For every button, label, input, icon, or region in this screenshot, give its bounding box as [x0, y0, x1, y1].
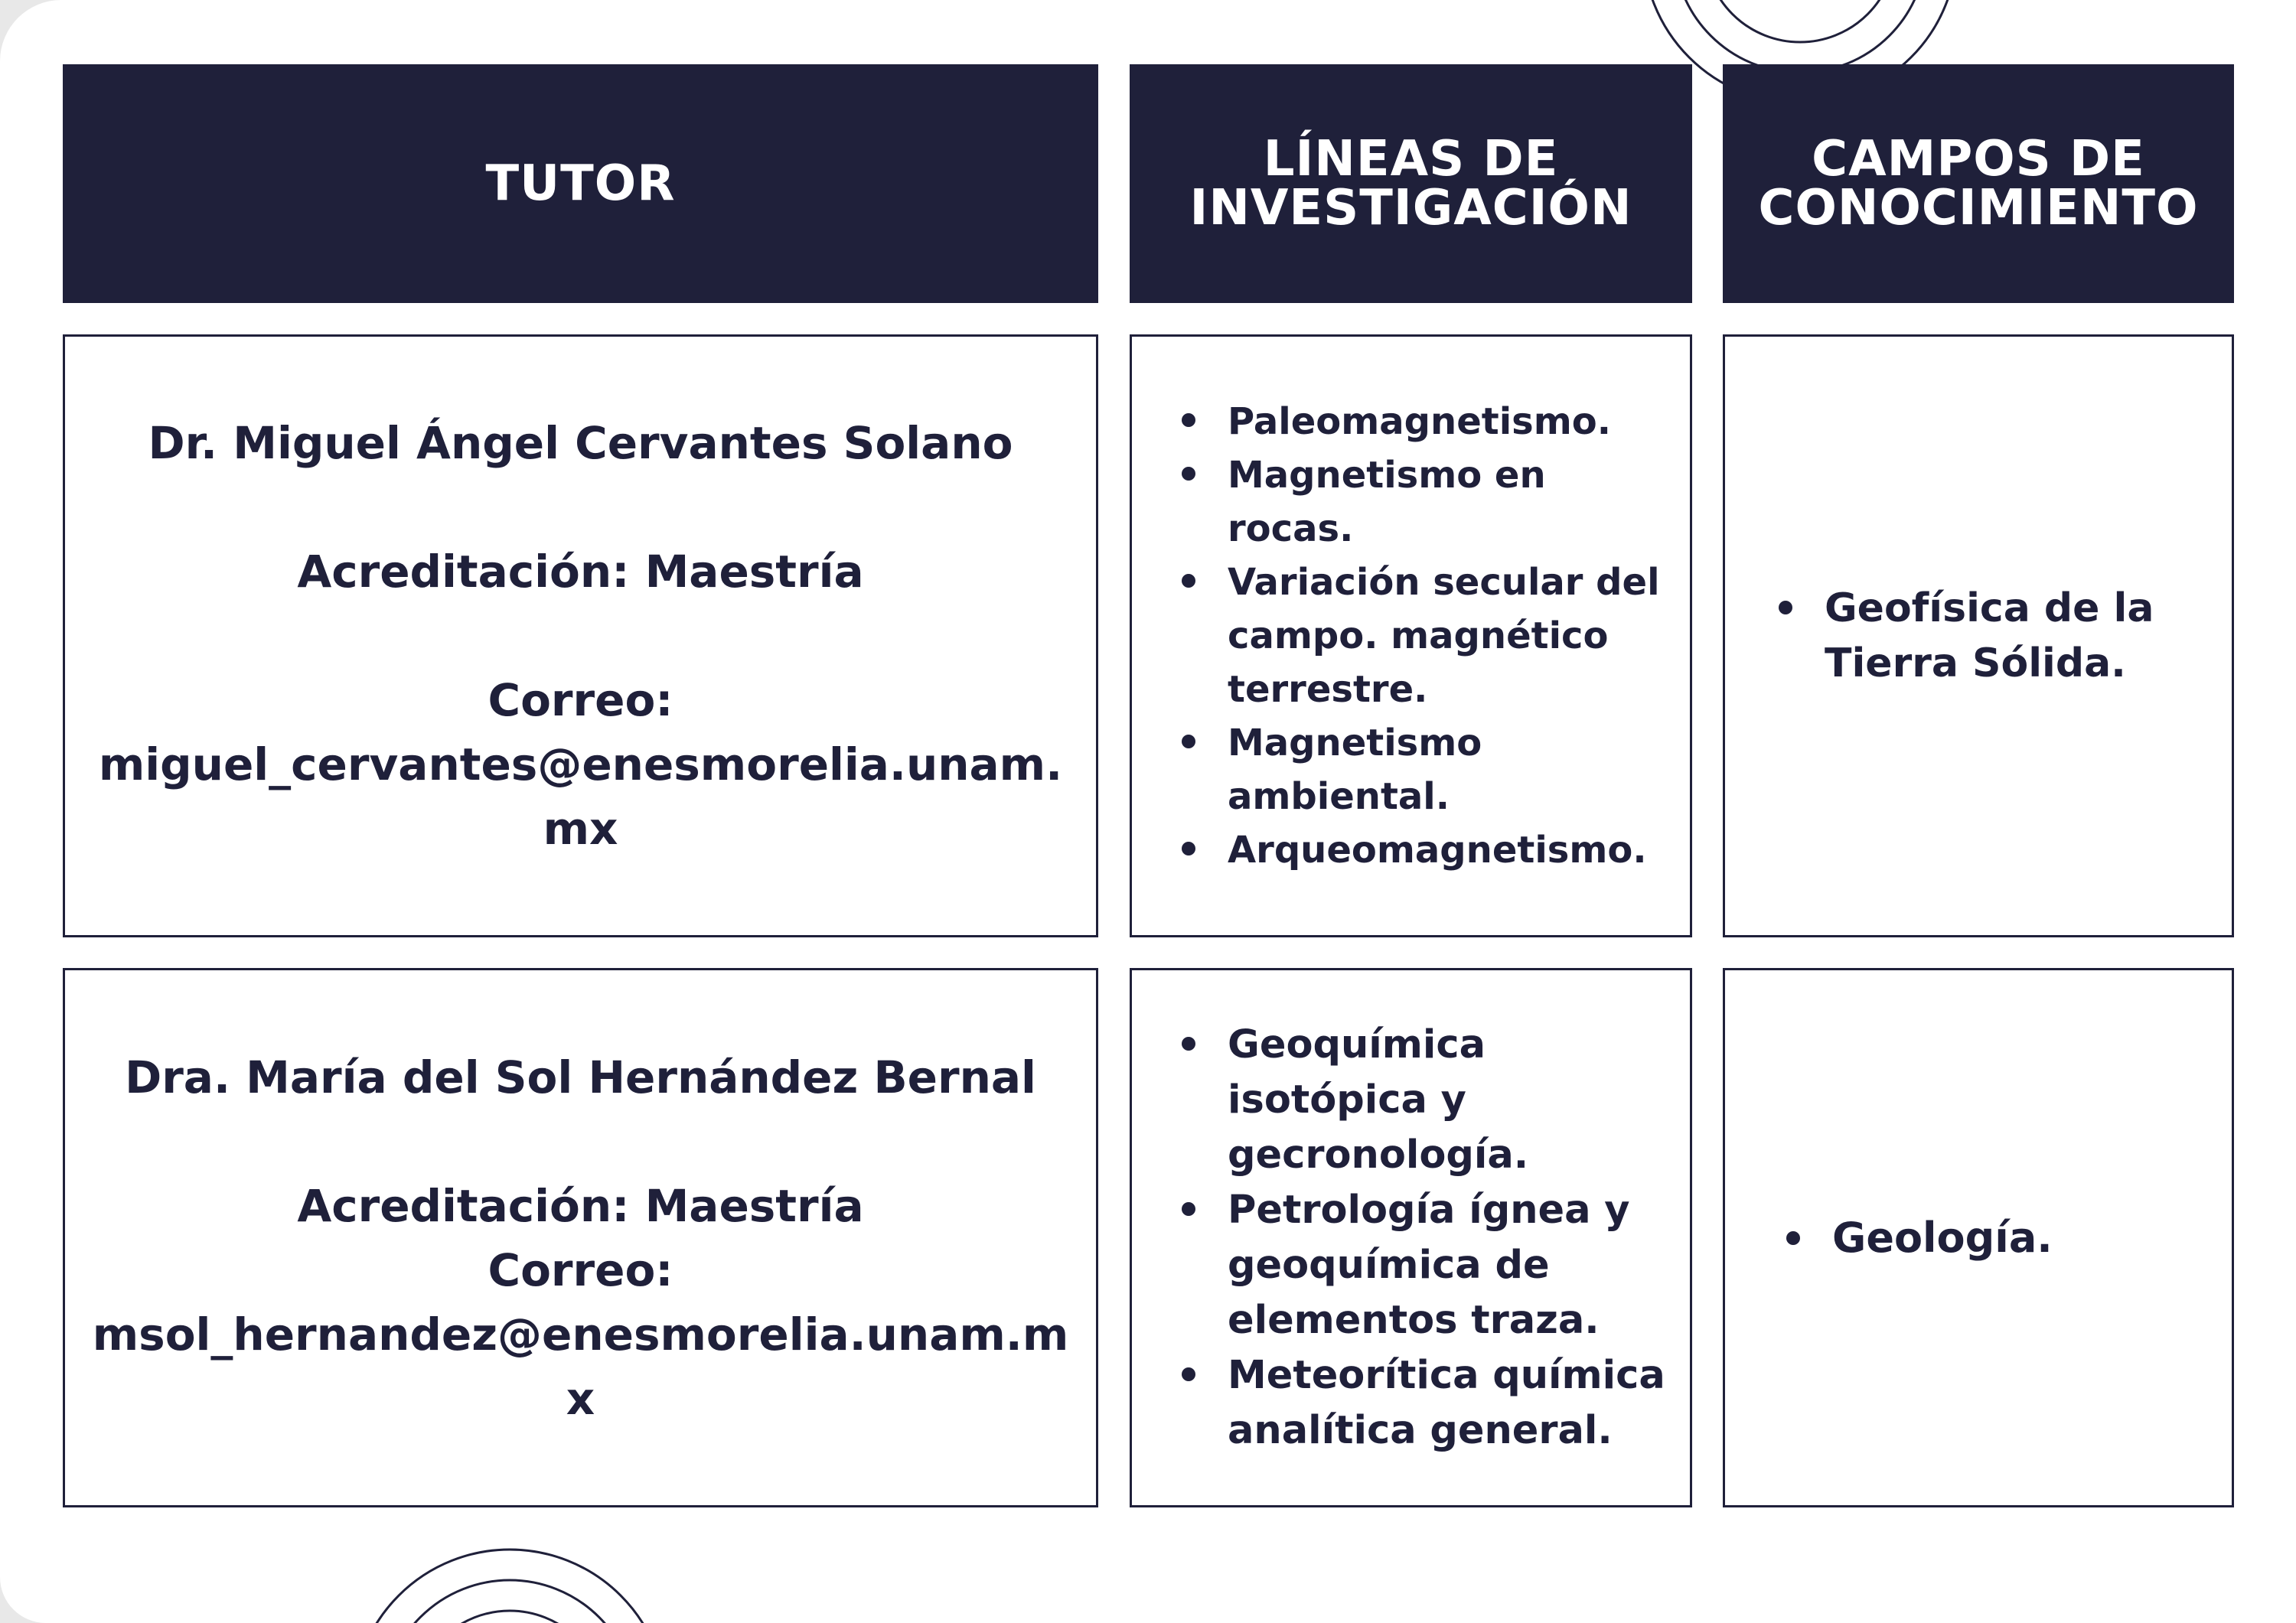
research-lines-list	[1174, 1018, 1675, 1458]
research-lines-list	[1174, 395, 1667, 877]
knowledge-fields-list	[1779, 1211, 2053, 1266]
research-lines-cell	[1130, 968, 1692, 1507]
research-line-item: Meteorítica química analítica general.	[1174, 1348, 1675, 1458]
header-tutor-label: TUTOR	[485, 155, 676, 212]
tutor-cell	[63, 968, 1098, 1507]
research-line-item: Magnetismo ambiental.	[1174, 716, 1667, 823]
research-line-item: Arqueomagnetismo.	[1174, 823, 1667, 877]
research-line-item: Geoquímica isotópica y gecronología.	[1174, 1018, 1675, 1183]
knowledge-field-item: Geofísica de la Tierra Sólida.	[1771, 581, 2216, 691]
header-tutor	[63, 64, 1098, 303]
tutor-email: miguel_cervantes@enesmorelia.unam.mx	[98, 738, 1063, 855]
research-line-item: Paleomagnetismo.	[1174, 395, 1667, 448]
tutor-email-label: Correo:	[488, 1243, 673, 1296]
tutor-name: Dr. Miguel Ángel Cervantes Solano	[148, 417, 1013, 469]
header-campos-label: CAMPOS DE CONOCIMIENTO	[1758, 131, 2199, 236]
tutor-email-label: Correo:	[488, 674, 673, 726]
knowledge-fields-cell	[1723, 968, 2234, 1507]
header-campos	[1723, 64, 2234, 303]
research-line-item: Magnetismo en rocas.	[1174, 448, 1667, 556]
knowledge-field-item: Geología.	[1779, 1211, 2053, 1266]
tutor-name: Dra. María del Sol Hernández Bernal	[125, 1051, 1036, 1103]
research-line-item: Petrología ígnea y geoquímica de elementos traza.	[1174, 1183, 1675, 1348]
header-lineas-label: LÍNEAS DE INVESTIGACIÓN	[1189, 131, 1632, 236]
tutor-cell	[63, 334, 1098, 937]
header-lineas	[1130, 64, 1692, 303]
tutor-accreditation: Acreditación: Maestría	[297, 1179, 864, 1232]
research-lines-cell	[1130, 334, 1692, 937]
research-line-item: Variación secular del campo. magnético terrestre.	[1174, 556, 1667, 716]
tutor-email: msol_hernandez@enesmorelia.unam.mx	[92, 1308, 1069, 1425]
knowledge-fields-list	[1771, 581, 2216, 691]
tutor-accreditation: Acreditación: Maestría	[297, 546, 864, 598]
knowledge-fields-cell	[1723, 334, 2234, 937]
